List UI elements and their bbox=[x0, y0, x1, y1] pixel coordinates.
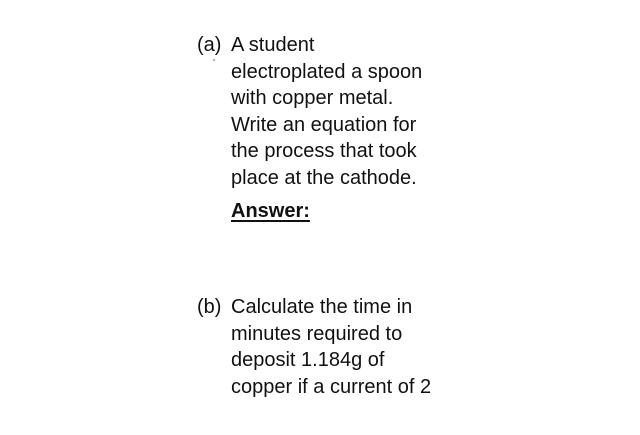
question-b-line: copper if a current of 2 bbox=[231, 375, 432, 398]
question-a-line: electroplated a spoon bbox=[231, 60, 423, 83]
scan-speck bbox=[213, 59, 215, 61]
question-a-text bbox=[231, 32, 611, 191]
question-a-line: with copper metal. bbox=[231, 87, 394, 109]
question-b-line: deposit 1.184g of bbox=[231, 349, 385, 371]
answer-label: Answer: bbox=[231, 200, 310, 222]
question-a-line: the process that took bbox=[231, 140, 417, 162]
question-a-line: place at the cathode. bbox=[231, 166, 417, 189]
question-b-line: minutes required to bbox=[231, 322, 403, 345]
question-b-line: Calculate the time in bbox=[231, 296, 413, 318]
question-a-marker: (a) bbox=[197, 34, 222, 56]
question-a-line: Write an equation for bbox=[231, 113, 417, 136]
question-b-marker: (b) bbox=[197, 296, 222, 318]
question-b-text bbox=[231, 294, 611, 400]
question-a-line: A student bbox=[231, 34, 315, 56]
